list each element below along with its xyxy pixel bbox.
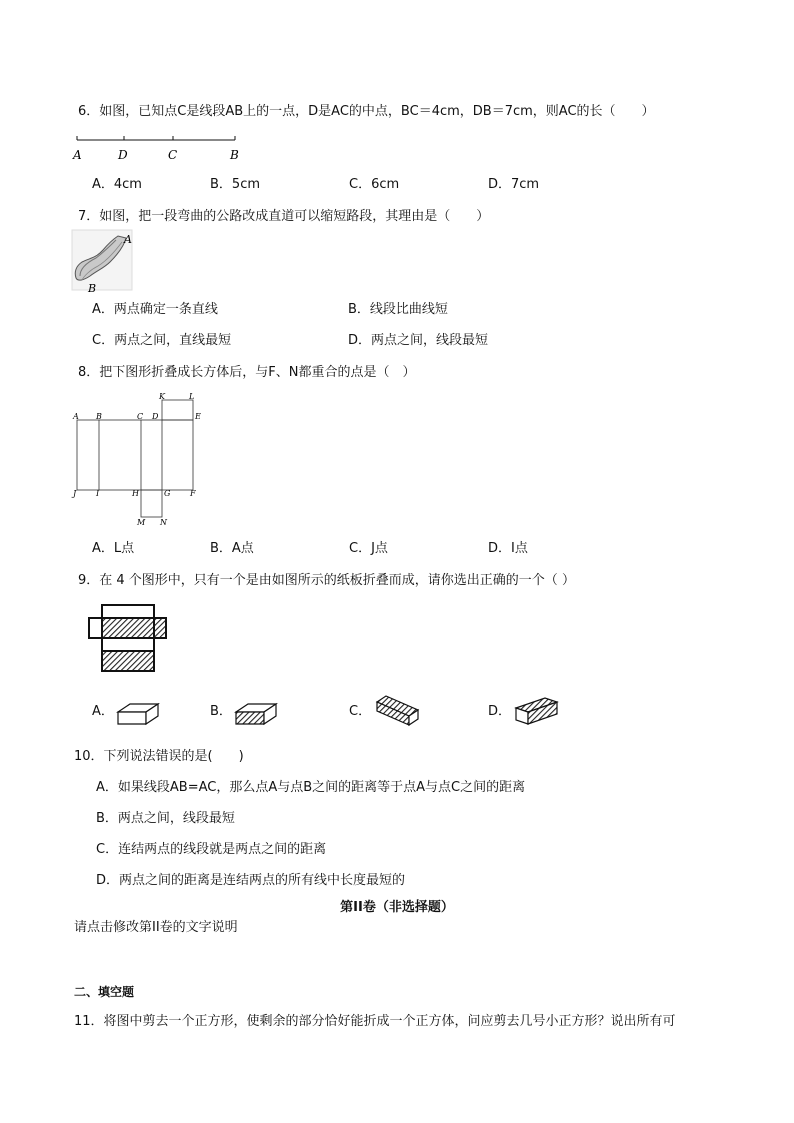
q8-option-b[interactable]: B．A点	[210, 541, 254, 556]
q8-label-l: L	[189, 392, 195, 401]
q7-option-d[interactable]: D．两点之间，线段最短	[348, 333, 489, 348]
q9-option-d-box	[513, 694, 561, 728]
q9-option-c-box	[374, 694, 422, 728]
q8-label-i: I	[96, 489, 100, 498]
q8-label-d: D	[152, 412, 159, 421]
q7-label-b: B	[88, 282, 97, 294]
q9-option-b-box	[234, 698, 280, 728]
q8-label-b: B	[96, 412, 102, 421]
q6-option-d[interactable]: D．7cm	[488, 177, 540, 192]
q8-label-g: G	[164, 489, 171, 498]
q6-segment-figure	[70, 134, 250, 164]
q8-net-figure	[68, 390, 208, 530]
q8-label-c: C	[137, 412, 144, 421]
q7-option-a[interactable]: A．两点确定一条直线	[92, 302, 218, 317]
q9-option-b[interactable]: B．	[210, 704, 232, 719]
q8-option-a[interactable]: A．L点	[92, 541, 135, 556]
q6-option-a[interactable]: A．4cm	[92, 177, 142, 192]
part2-title: 第II卷（非选择题）	[340, 900, 454, 915]
q10-option-c[interactable]: C．连结两点的线段就是两点之间的距离	[96, 842, 327, 857]
q9-option-a-box	[116, 698, 162, 728]
q8-option-c[interactable]: C．J点	[349, 541, 388, 556]
q9-net-figure	[86, 603, 172, 677]
q6-option-b[interactable]: B．5cm	[210, 177, 261, 192]
q10-stem: 10．下列说法错误的是( )	[74, 749, 244, 764]
q6-label-a: A	[73, 148, 82, 162]
q6-label-d: D	[118, 148, 128, 162]
q8-label-n: N	[160, 518, 167, 527]
q9-option-a[interactable]: A．	[92, 704, 114, 719]
q8-label-e: E	[195, 412, 201, 421]
q8-option-d[interactable]: D．I点	[488, 541, 528, 556]
q6-stem-prefix: 6．如图，已知点	[78, 104, 178, 119]
q8-stem: 8．把下图形折叠成长方体后，与F、N都重合的点是（ ）	[78, 365, 416, 380]
q10-option-b[interactable]: B．两点之间，线段最短	[96, 811, 235, 826]
q7-option-c[interactable]: C．两点之间，直线最短	[92, 333, 232, 348]
q7-road-figure	[68, 228, 138, 294]
q6-option-c[interactable]: C．6cm	[349, 177, 400, 192]
q9-stem: 9．在 4 个图形中，只有一个是由如图所示的纸板折叠而成，请你选出正确的一个（ ）	[78, 573, 575, 588]
part2-note[interactable]: 请点击修改第II卷的文字说明	[74, 920, 238, 935]
q6-label-c: C	[168, 148, 178, 162]
q8-label-k: K	[159, 392, 165, 401]
q10-option-a[interactable]: A．如果线段AB=AC，那么点A与点B之间的距离等于点A与点C之间的距离	[96, 780, 526, 795]
q9-option-c[interactable]: C．	[349, 704, 372, 719]
q7-label-a: A	[124, 233, 132, 246]
q6-stem-rest: C是线段AB上的一点，D是AC的中点，BC＝4cm，DB＝7cm，则AC的长（ ）	[177, 104, 655, 119]
q11-stem: 11．将图中剪去一个正方形，使剩余的部分恰好能折成一个正方体，问应剪去几号小正方形？说出所有可	[74, 1014, 676, 1029]
q8-label-a: A	[73, 412, 79, 421]
q7-option-b[interactable]: B．线段比曲线短	[348, 302, 448, 317]
q6-stem	[78, 104, 655, 120]
q8-label-h: H	[132, 489, 139, 498]
q8-label-j: J	[73, 489, 77, 498]
q7-stem: 7．如图，把一段弯曲的公路改成直道可以缩短路段，其理由是（ ）	[78, 209, 490, 224]
q6-label-b: B	[230, 148, 239, 162]
q9-option-d[interactable]: D．	[488, 704, 512, 719]
q10-option-d[interactable]: D．两点之间的距离是连结两点的所有线中长度最短的	[96, 873, 406, 888]
section2-title: 二、填空题	[74, 985, 135, 999]
q8-label-m: M	[137, 518, 146, 527]
q8-label-f: F	[190, 489, 196, 498]
